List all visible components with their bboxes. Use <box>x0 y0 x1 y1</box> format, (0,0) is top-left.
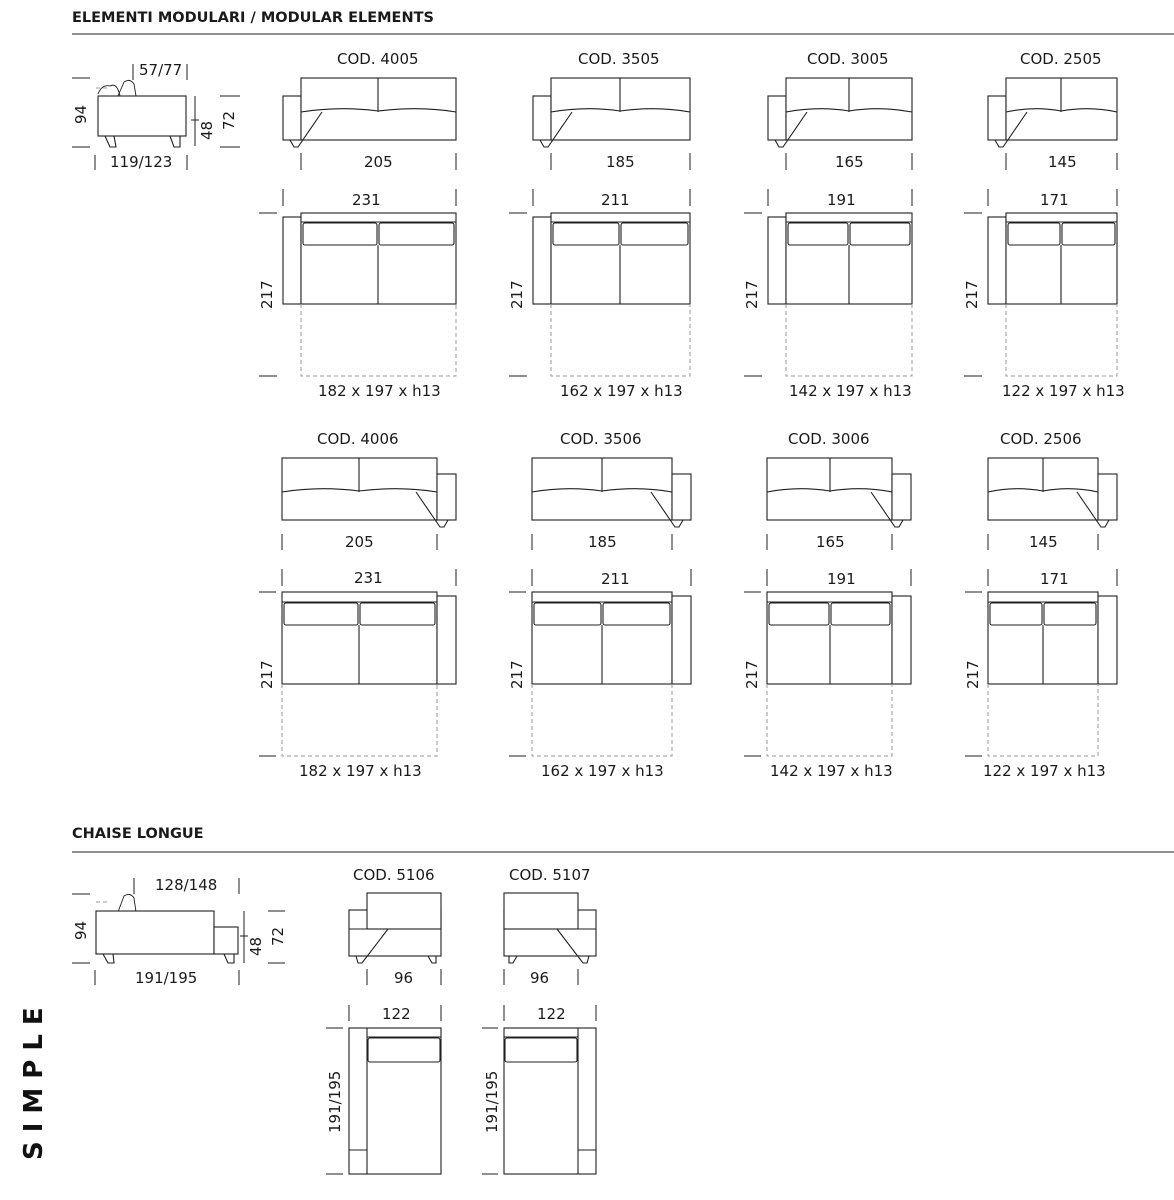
chaise-profile <box>72 876 287 987</box>
chaise-code: COD. 5107 <box>509 866 591 884</box>
module-2505 <box>963 50 1125 400</box>
bed-size: 162 x 197 x h13 <box>541 762 664 780</box>
front-width: 205 <box>364 153 393 171</box>
front-width: 185 <box>606 153 635 171</box>
plan-depth: 217 <box>508 280 526 309</box>
front-width: 185 <box>588 533 617 551</box>
bed-size: 162 x 197 x h13 <box>560 382 683 400</box>
chaise-profile-seat-height: 48 <box>247 936 265 956</box>
profile-arm-height: 72 <box>220 110 238 130</box>
chaise-5106 <box>326 866 441 1174</box>
plan-depth: 217 <box>258 280 276 309</box>
plan-width: 231 <box>352 191 381 209</box>
chaise-front-width: 96 <box>394 969 414 987</box>
profile-width: 119/123 <box>110 153 173 171</box>
plan-depth: 217 <box>963 280 981 309</box>
brand-vertical: SIMPLE <box>19 998 49 1160</box>
plan-depth: 217 <box>258 660 276 689</box>
chaise-profile-arm-height: 72 <box>269 926 287 946</box>
plan-width: 191 <box>827 570 856 588</box>
plan-width: 231 <box>354 569 383 587</box>
chaise-plan-width: 122 <box>382 1005 411 1023</box>
plan-depth: 217 <box>508 660 526 689</box>
profile-seat-height: 48 <box>198 120 216 140</box>
module-3505 <box>508 50 690 400</box>
bed-size: 182 x 197 x h13 <box>299 762 422 780</box>
module-4006 <box>258 430 456 780</box>
chaise-section-title: CHAISE LONGUE <box>72 826 204 842</box>
chaise-plan-depth: 191/195 <box>326 1070 344 1133</box>
plan-width: 171 <box>1040 191 1069 209</box>
plan-width: 211 <box>601 191 630 209</box>
module-2506 <box>964 430 1117 780</box>
bed-size: 122 x 197 x h13 <box>983 762 1106 780</box>
chaise-profile-width: 191/195 <box>135 969 198 987</box>
chaise-front-width: 96 <box>530 969 550 987</box>
plan-depth: 217 <box>964 660 982 689</box>
front-width: 165 <box>816 533 845 551</box>
module-code: COD. 4005 <box>337 50 419 68</box>
module-3005 <box>743 50 912 400</box>
bed-size: 182 x 197 x h13 <box>318 382 441 400</box>
module-code: COD. 3505 <box>578 50 660 68</box>
plan-width: 171 <box>1040 570 1069 588</box>
plan-depth: 217 <box>743 280 761 309</box>
plan-width: 191 <box>827 191 856 209</box>
bed-size: 142 x 197 x h13 <box>770 762 893 780</box>
module-code: COD. 2506 <box>1000 430 1082 448</box>
bed-size: 142 x 197 x h13 <box>789 382 912 400</box>
chaise-plan-depth: 191/195 <box>483 1070 501 1133</box>
bed-size: 122 x 197 x h13 <box>1002 382 1125 400</box>
module-3006 <box>743 430 911 780</box>
plan-depth: 217 <box>743 660 761 689</box>
front-width: 145 <box>1048 153 1077 171</box>
module-code: COD. 2505 <box>1020 50 1102 68</box>
chaise-code: COD. 5106 <box>353 866 435 884</box>
chaise-plan-width: 122 <box>537 1005 566 1023</box>
module-code: COD. 4006 <box>317 430 399 448</box>
chaise-5107 <box>482 866 596 1174</box>
chaise-profile-height: 94 <box>72 920 90 940</box>
module-4005 <box>258 50 456 400</box>
chaise-profile-depth: 128/148 <box>155 876 218 894</box>
front-width: 205 <box>345 533 374 551</box>
module-code: COD. 3006 <box>788 430 870 448</box>
plan-width: 211 <box>601 570 630 588</box>
profile-depth: 57/77 <box>139 61 183 79</box>
modular-section-title: ELEMENTI MODULARI / MODULAR ELEMENTS <box>72 10 434 26</box>
side-profile <box>72 61 240 171</box>
front-width: 145 <box>1029 533 1058 551</box>
module-3506 <box>508 430 691 780</box>
profile-height: 94 <box>72 104 90 124</box>
module-code: COD. 3506 <box>560 430 642 448</box>
front-width: 165 <box>835 153 864 171</box>
module-code: COD. 3005 <box>807 50 889 68</box>
